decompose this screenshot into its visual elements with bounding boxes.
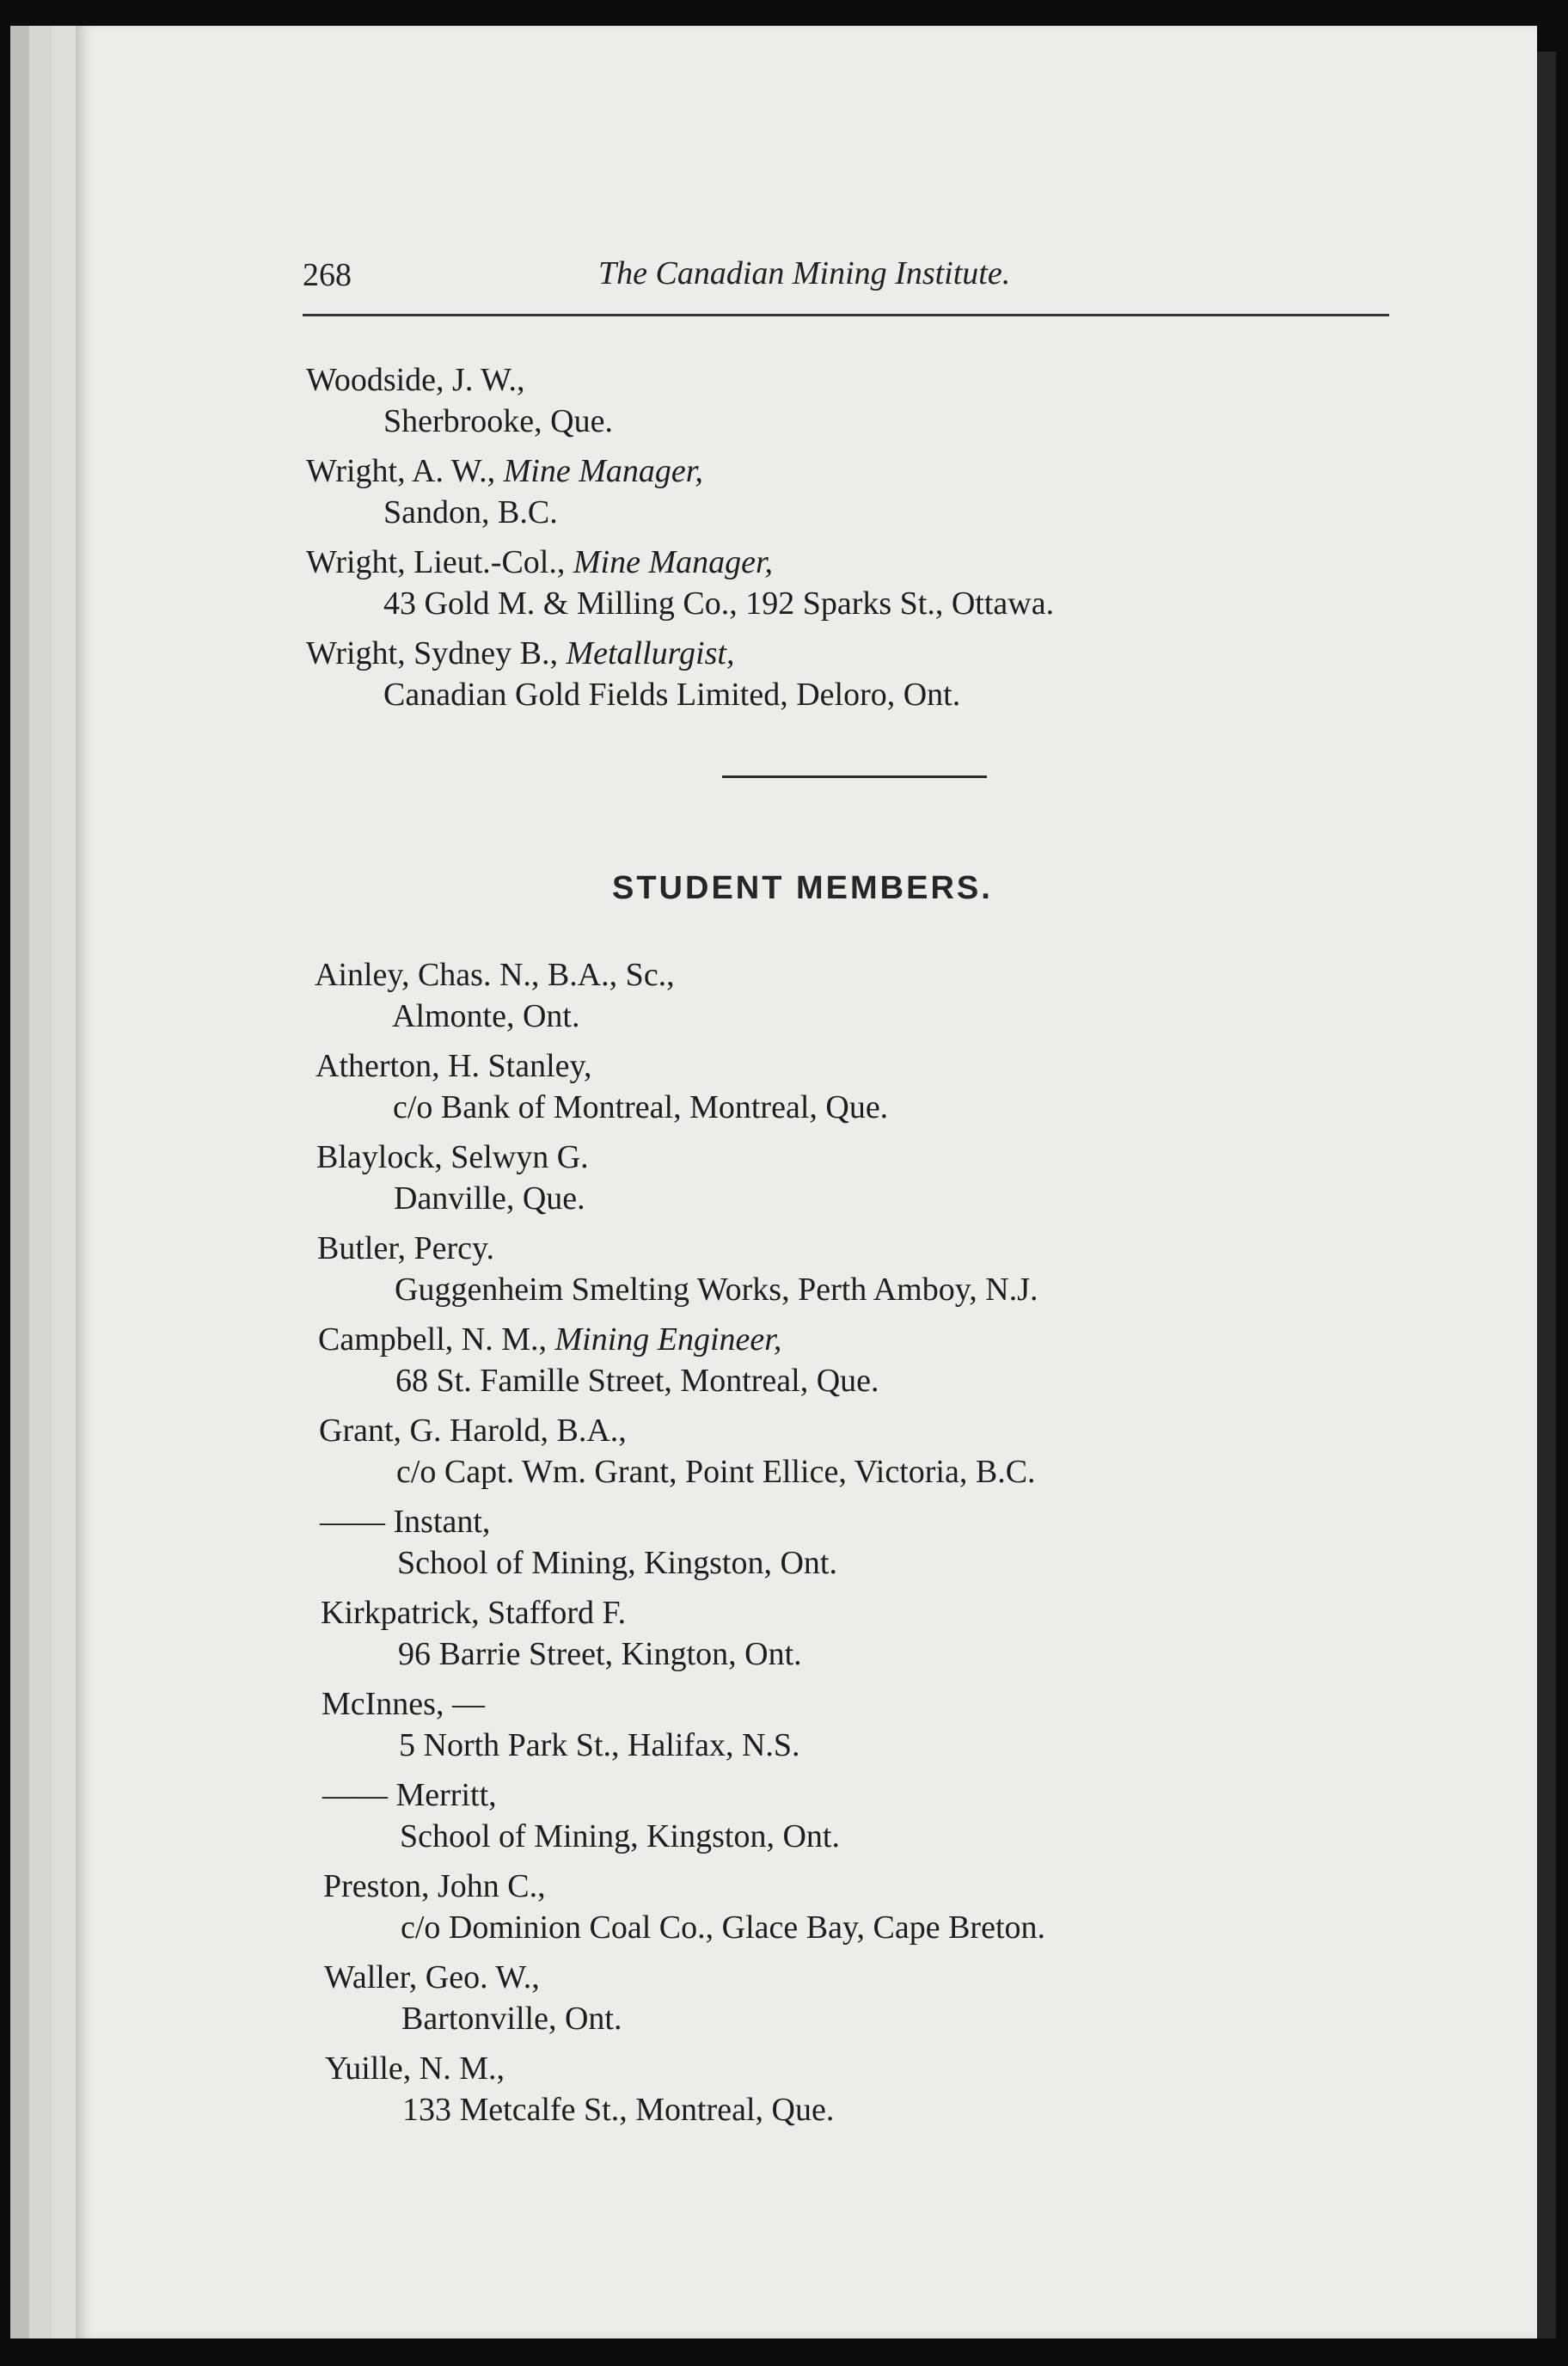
section-divider — [722, 775, 987, 778]
member-name-line — [322, 1774, 1440, 1816]
member-name: Blaylock, Selwyn G. — [316, 1139, 589, 1175]
member-name: Atherton, H. Stanley, — [315, 1048, 592, 1084]
page-header — [303, 251, 1389, 303]
member-address: Canadian Gold Fields Limited, Deloro, Ont. — [383, 677, 961, 713]
member-address: Danville, Que. — [394, 1180, 585, 1217]
member-address: c/o Capt. Wm. Grant, Point Ellice, Victoria, B.C. — [396, 1454, 1036, 1490]
member-entry — [316, 1137, 1434, 1219]
header-rule — [303, 314, 1389, 316]
member-name: Yuille, N. M., — [325, 2050, 505, 2087]
member-address: Bartonville, Ont. — [401, 2001, 622, 2037]
member-name: McInnes, — — [322, 1686, 485, 1722]
member-name: Kirkpatrick, Stafford F. — [321, 1595, 627, 1631]
member-address: 96 Barrie Street, Kington, Ont. — [398, 1636, 802, 1672]
member-address: c/o Bank of Montreal, Montreal, Que. — [393, 1089, 889, 1125]
member-occupation: Mining Engineer, — [554, 1321, 782, 1358]
member-name: —— Merritt, — [322, 1777, 497, 1813]
member-address: 5 North Park St., Halifax, N.S. — [399, 1727, 800, 1763]
member-entry — [306, 359, 1424, 442]
member-entry — [306, 633, 1424, 715]
page-number: 268 — [303, 257, 352, 293]
member-name: Wright, A. W., — [306, 453, 496, 489]
member-entry — [306, 542, 1424, 624]
member-address: c/o Dominion Coal Co., Glace Bay, Cape Breton. — [401, 1909, 1045, 1946]
member-address: School of Mining, Kingston, Ont. — [400, 1818, 840, 1854]
member-entry — [325, 2048, 1442, 2130]
member-name: Grant, G. Harold, B.A., — [319, 1413, 627, 1449]
member-name-line — [306, 633, 1424, 674]
member-name-line — [320, 1501, 1437, 1542]
member-name-line — [316, 1137, 1434, 1178]
member-entry — [319, 1410, 1436, 1493]
member-address: 43 Gold M. & Milling Co., 192 Sparks St., Ottawa. — [383, 585, 1055, 622]
member-entry — [318, 1319, 1436, 1401]
member-address: Sandon, B.C. — [383, 494, 558, 530]
member-name-line — [306, 359, 1424, 401]
member-name: —— Instant, — [320, 1504, 491, 1540]
member-name-line — [319, 1410, 1436, 1451]
member-name: Ainley, Chas. N., B.A., Sc., — [315, 957, 675, 993]
member-name-line — [315, 1045, 1433, 1087]
section-heading: STUDENT MEMBERS. — [612, 870, 993, 906]
member-address: 133 Metcalfe St., Montreal, Que. — [402, 2092, 835, 2128]
member-name: Wright, Sydney B., — [306, 635, 558, 671]
member-entry — [324, 1957, 1442, 2039]
member-name: Campbell, N. M., — [318, 1321, 547, 1358]
member-name: Butler, Percy. — [317, 1230, 495, 1266]
member-name-line — [324, 1957, 1442, 1998]
member-entry — [315, 954, 1432, 1037]
member-name-line — [323, 1866, 1441, 1907]
member-address: School of Mining, Kingston, Ont. — [397, 1545, 837, 1581]
binding-shadow — [1537, 52, 1556, 2338]
member-name-line — [306, 542, 1424, 583]
member-address: Sherbrooke, Que. — [383, 403, 613, 439]
member-occupation: Mine Manager, — [503, 453, 703, 489]
member-entry — [322, 1774, 1440, 1857]
member-name-line — [318, 1319, 1436, 1360]
member-address: Almonte, Ont. — [392, 998, 580, 1034]
member-address: 68 St. Famille Street, Montreal, Que. — [395, 1363, 879, 1399]
member-address: Guggenheim Smelting Works, Perth Amboy, N.J. — [395, 1272, 1038, 1308]
member-entry — [323, 1866, 1441, 1948]
member-entry — [306, 451, 1424, 533]
member-name: Waller, Geo. W., — [324, 1959, 540, 1995]
member-name-line — [321, 1592, 1438, 1634]
member-name-line — [317, 1228, 1435, 1269]
member-entry — [317, 1228, 1435, 1310]
member-entry — [315, 1045, 1433, 1128]
member-entry — [322, 1683, 1439, 1766]
member-name: Woodside, J. W., — [306, 362, 525, 398]
member-name-line — [322, 1683, 1439, 1725]
member-entry — [321, 1592, 1438, 1675]
member-name-line — [306, 451, 1424, 492]
member-name: Preston, John C., — [323, 1868, 546, 1904]
member-name-line — [315, 954, 1432, 996]
member-occupation: Metallurgist, — [566, 635, 735, 671]
running-title: The Canadian Mining Institute. — [598, 255, 1011, 291]
member-name-line — [325, 2048, 1442, 2089]
member-entry — [320, 1501, 1437, 1584]
member-occupation: Mine Manager, — [573, 544, 774, 580]
member-name: Wright, Lieut.-Col., — [306, 544, 566, 580]
